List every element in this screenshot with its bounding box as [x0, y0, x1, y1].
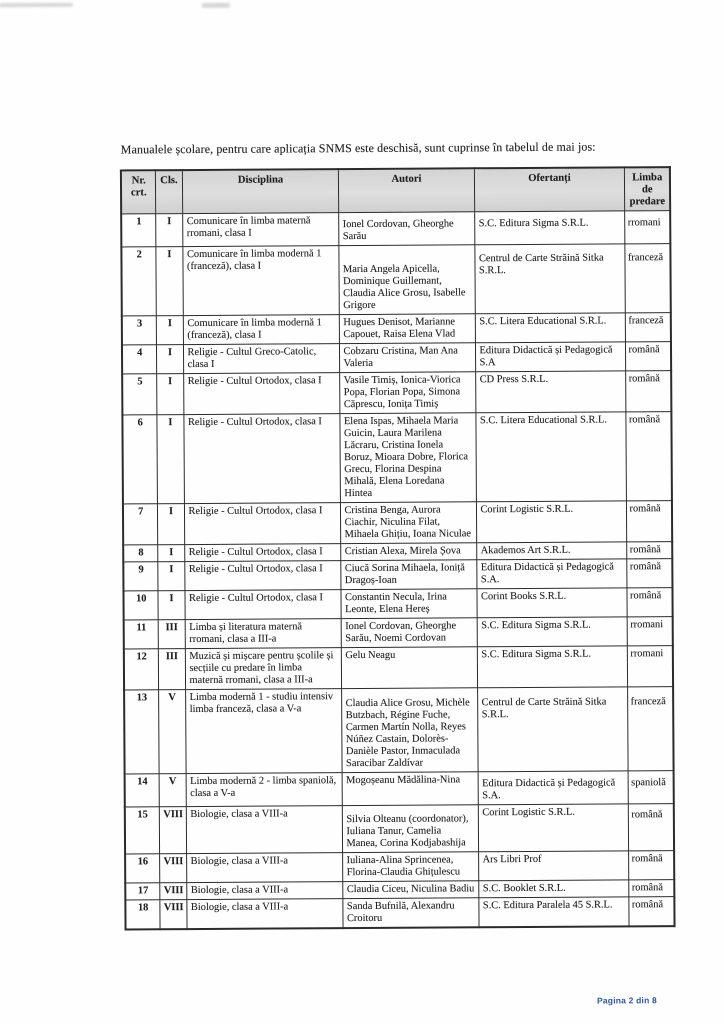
cell-cls: VIII	[159, 883, 186, 900]
cell-autori: Mogoșeanu Mădălina-Nina	[342, 772, 478, 806]
cell-autori: Cobzaru Cristina, Man Ana Valeria	[339, 343, 475, 373]
cell-cls: I	[157, 504, 184, 545]
cell-disciplina: Religie - Cultul Ortodox, clasa I	[184, 544, 340, 562]
cell-limba: română	[625, 342, 671, 371]
cell-limba: franceză	[625, 313, 671, 342]
table-row	[123, 501, 672, 545]
table-row	[122, 371, 671, 415]
intro-paragraph: Manualele școlare, pentru care aplicația SNMS este deschisă, sunt cuprinse în tabelul de mai jos:	[120, 139, 596, 157]
cell-limba: română	[626, 559, 672, 588]
column-header-nr: Nr. crt.	[121, 170, 155, 214]
scan-artifact	[0, 3, 73, 7]
cell-disciplina: Comunicare în limba modernă 1 (franceză), clasa I	[182, 246, 338, 316]
cell-nr: 7	[123, 504, 157, 545]
cell-ofertanti: Centrul de Carte Străină Sitka S.R.L.	[477, 687, 628, 772]
cell-autori: Vasile Timiș, Ionica-Viorica Popa, Florian Popa, Simona Căprescu, Ionița Timiș	[339, 372, 475, 414]
cell-autori: Constantin Necula, Irina Leonte, Elena Hereș	[340, 589, 476, 619]
cell-nr: 11	[124, 620, 158, 649]
cell-ofertanti: CD Press S.R.L.	[475, 371, 625, 413]
cell-limba: română	[628, 851, 674, 880]
cell-ofertanti: S.C. Litera Educational S.R.L.	[475, 412, 626, 502]
cell-autori: Sanda Bufnilă, Alexandru Croitoru	[342, 898, 478, 928]
cell-limba: rromani	[627, 617, 673, 646]
header-row	[121, 167, 670, 214]
cell-limba: spaniolă	[628, 771, 674, 804]
cell-cls: I	[156, 374, 183, 415]
cell-autori: Ionel Cordovan, Gheorghe Sarău	[338, 212, 474, 246]
cell-ofertanti: S.C. Editura Sigma S.R.L.	[477, 646, 627, 688]
column-header-ofertanti: Ofertanți	[474, 167, 624, 211]
cell-ofertanti: Ars Libri Prof	[478, 851, 628, 881]
cell-disciplina: Biologie, clasa a VIII-a	[186, 899, 342, 929]
cell-autori: Cristina Benga, Aurora Ciachir, Niculina Filat, Mihaela Ghițiu, Ioana Niculae	[340, 502, 476, 544]
cell-limba: rromani	[627, 646, 673, 687]
column-header-autori: Autori	[338, 168, 474, 212]
table-row	[122, 412, 672, 504]
cell-ofertanti: S.C. Editura Sigma S.R.L.	[477, 617, 627, 647]
cell-autori: Silvia Olteanu (coordonator), Iuliana Tanur, Camelia Manea, Corina Kodjabashija	[342, 805, 478, 853]
cell-cls: VIII	[159, 900, 186, 930]
cell-nr: 14	[125, 774, 159, 807]
cell-limba: română	[628, 880, 674, 897]
table-row	[125, 804, 674, 854]
table-row	[125, 771, 674, 807]
cell-autori: Cristian Alexa, Mirela Șova	[340, 543, 476, 561]
cell-disciplina: Biologie, clasa a VIII-a	[186, 882, 342, 900]
cell-disciplina: Muzică și mișcare pentru școlile și secțiile cu predare în limba maternă rromani, clasa a III-a	[185, 648, 341, 690]
cell-disciplina: Religie - Cultul Ortodox, clasa I	[184, 561, 340, 591]
cell-disciplina: Limba modernă 2 - limba spaniolă, clasa a V-a	[186, 773, 342, 807]
cell-nr: 10	[123, 591, 157, 620]
cell-autori: Claudia Alice Grosu, Michèle Butzbach, Régine Fuche, Carmen Martín Nolla, Reyes Núñez Castain, Dolorès-Danièle Pastor, Inmaculada Saracibar Zaldívar	[341, 688, 478, 773]
cell-autori: Claudia Ciceu, Niculina Badiu	[342, 881, 478, 899]
cell-limba: română	[626, 501, 672, 542]
cell-nr: 18	[125, 900, 159, 930]
cell-cls: VIII	[159, 807, 186, 854]
table-row	[122, 342, 671, 374]
cell-cls: III	[158, 649, 185, 690]
cell-ofertanti: S.C. Editura Paralela 45 S.R.L.	[478, 897, 628, 927]
cell-nr: 2	[121, 247, 155, 316]
cell-cls: VIII	[159, 854, 186, 883]
cell-autori: Elena Ispas, Mihaela Maria Guicin, Laura Marilena Lăcraru, Cristina Ionela Boruz, Mioara Dobre, Florica Grecu, Florina Despina Mihală, Elena Loredana Hintea	[339, 413, 476, 503]
table-row	[121, 244, 670, 316]
cell-limba: română	[628, 897, 674, 927]
cell-disciplina: Religie - Cultul Ortodox, clasa I	[183, 373, 339, 415]
cell-nr: 1	[121, 214, 155, 247]
cell-cls: I	[156, 316, 183, 345]
cell-ofertanti: Akademos Art S.R.L.	[476, 542, 626, 560]
cell-autori: Gelu Neagu	[341, 647, 477, 689]
cell-cls: I	[155, 247, 182, 316]
table-row	[123, 559, 672, 591]
column-header-limba: Limba de predare	[624, 167, 670, 211]
cell-cls: I	[157, 562, 184, 591]
cell-limba: română	[625, 371, 671, 412]
cell-disciplina: Biologie, clasa a VIII-a	[186, 853, 342, 883]
cell-nr: 4	[122, 345, 156, 374]
cell-nr: 16	[125, 854, 159, 883]
table-row	[125, 897, 674, 930]
cell-cls: I	[155, 214, 182, 247]
cell-autori: Iuliana-Alina Sprincenea, Florina-Claudia Ghițulescu	[342, 852, 478, 882]
table-row	[123, 588, 672, 620]
table-row	[124, 687, 674, 774]
cell-ofertanti: S.C. Editura Sigma S.R.L.	[474, 211, 624, 245]
scan-artifact	[202, 3, 230, 8]
cell-nr: 5	[122, 374, 156, 415]
cell-autori: Ionel Cordovan, Gheorghe Sarău, Noemi Cordovan	[341, 618, 477, 648]
cell-disciplina: Limba modernă 1 - studiu intensiv limba franceză, clasa a V-a	[185, 689, 342, 774]
cell-ofertanti: Editura Didactică și Pedagogică S.A.	[476, 559, 626, 589]
cell-limba: română	[626, 588, 672, 617]
cell-nr: 3	[122, 316, 156, 345]
cell-limba: română	[628, 804, 674, 851]
table-row	[124, 617, 673, 649]
table-body	[121, 211, 674, 930]
manuals-table	[120, 166, 676, 930]
cell-ofertanti: Corint Logistic S.R.L.	[478, 804, 628, 852]
cell-disciplina: Limba și literatura maternă rromani, clasa a III-a	[185, 619, 341, 649]
cell-ofertanti: Editura Didactică și Pedagogică S.A.	[478, 771, 628, 805]
cell-ofertanti: Corint Books S.R.L.	[476, 588, 626, 618]
cell-cls: V	[159, 774, 186, 807]
cell-limba: română	[625, 412, 672, 501]
cell-cls: I	[157, 591, 184, 620]
cell-cls: III	[158, 620, 185, 649]
table-row	[124, 646, 673, 690]
table-row	[125, 851, 674, 883]
cell-cls: I	[156, 415, 184, 504]
cell-limba: franceză	[624, 244, 670, 313]
cell-cls: V	[158, 690, 186, 774]
cell-limba: română	[626, 542, 672, 559]
cell-disciplina: Comunicare în limba maternă rromani, clasa I	[182, 213, 338, 247]
cell-nr: 9	[123, 562, 157, 591]
cell-nr: 6	[122, 415, 157, 504]
cell-disciplina: Religie - Cultul Greco-Catolic, clasa I	[183, 344, 339, 374]
page-number: Pagina 2 din 8	[596, 995, 657, 1006]
cell-autori: Ciucă Sorina Mihaela, Ioniță Dragoș-Ioan	[340, 560, 476, 590]
cell-disciplina: Religie - Cultul Ortodox, clasa I	[183, 414, 340, 504]
cell-ofertanti: S.C. Litera Educational S.R.L.	[475, 313, 625, 343]
cell-autori: Hugues Denisot, Marianne Capouet, Raisa Elena Vlad	[339, 314, 475, 344]
cell-nr: 13	[124, 690, 159, 774]
cell-cls: I	[156, 345, 183, 374]
cell-ofertanti: S.C. Booklet S.R.L.	[478, 880, 628, 898]
cell-nr: 17	[125, 883, 159, 900]
cell-ofertanti: Centrul de Carte Străină Sitka S.R.L.	[474, 244, 624, 314]
cell-disciplina: Religie - Cultul Ortodox, clasa I	[184, 503, 340, 545]
cell-ofertanti: Editura Didactică și Pedagogică S.A	[475, 342, 625, 372]
cell-limba: rromani	[624, 211, 670, 244]
cell-disciplina: Religie - Cultul Ortodox, clasa I	[184, 590, 340, 620]
table-row	[122, 313, 671, 345]
cell-disciplina: Biologie, clasa a VIII-a	[186, 806, 342, 854]
cell-disciplina: Comunicare în limba modernă 1 (franceză), clasa I	[183, 315, 339, 345]
table-row	[121, 211, 670, 247]
column-header-cls: Cls.	[155, 170, 182, 214]
cell-cls: I	[157, 545, 184, 562]
cell-nr: 15	[125, 807, 159, 854]
cell-ofertanti: Corint Logistic S.R.L.	[476, 501, 626, 543]
document-content	[120, 139, 677, 930]
cell-nr: 12	[124, 649, 158, 690]
cell-autori: Maria Angela Apicella, Dominique Guillemant, Claudia Alice Grosu, Isabelle Grigore	[338, 245, 474, 315]
cell-nr: 8	[123, 545, 157, 562]
cell-limba: franceză	[627, 687, 674, 771]
column-header-disciplina: Disciplina	[182, 169, 338, 213]
